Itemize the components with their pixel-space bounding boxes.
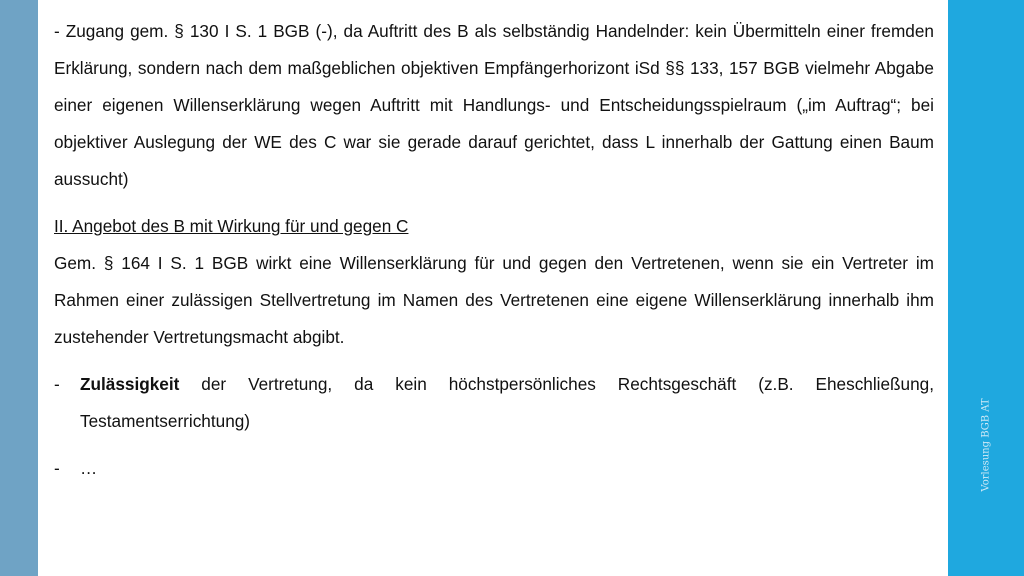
side-label: Vorlesung BGB AT xyxy=(980,398,992,492)
list-body: … xyxy=(80,458,98,478)
section-heading: II. Angebot des B mit Wirkung für und gegen C xyxy=(54,216,409,236)
slide-content xyxy=(54,13,934,487)
list-body: der Vertretung, da kein höchstpersönliches Rechtsgeschäft (z.B. Eheschließung, Testamentserrichtung) xyxy=(80,374,934,431)
list-item-zulaessigkeit xyxy=(54,366,934,440)
paragraph-stellvertretung: Gem. § 164 I S. 1 BGB wirkt eine Willenserklärung für und gegen den Vertretenen, wenn sie ein Vertreter im Rahmen einer zulässigen Stellvertretung im Namen des Vertretenen eine eigene Willenserklärung innerhalb ihm zustehender Vertretungsmacht abgibt. xyxy=(54,253,934,347)
list-dash: - xyxy=(54,458,60,478)
list-bold-term: Zulässigkeit xyxy=(80,374,180,394)
list-text xyxy=(80,366,934,440)
paragraph-zugang: - Zugang gem. § 130 I S. 1 BGB (-), da Auftritt des B als selbständig Handelnder: kein Übermitteln einer fremden Erklärung, sondern nach dem maßgeblichen objektiven Empfängerhorizont iSd §§ 133, 157 BGB vielmehr Abgabe einer eigenen Willenserklärung wegen Auftritt mit Handlungs- und Entscheidungsspielraum („im Auftrag“; bei objektiver Auslegung der WE des C war sie gerade darauf gerichtet, dass L innerhalb der Gattung einen Baum aussucht) xyxy=(54,21,934,189)
list-dash: - xyxy=(54,374,60,394)
list-item-ellipsis xyxy=(54,450,934,487)
list-text xyxy=(80,450,934,487)
left-accent-bar xyxy=(0,0,38,576)
